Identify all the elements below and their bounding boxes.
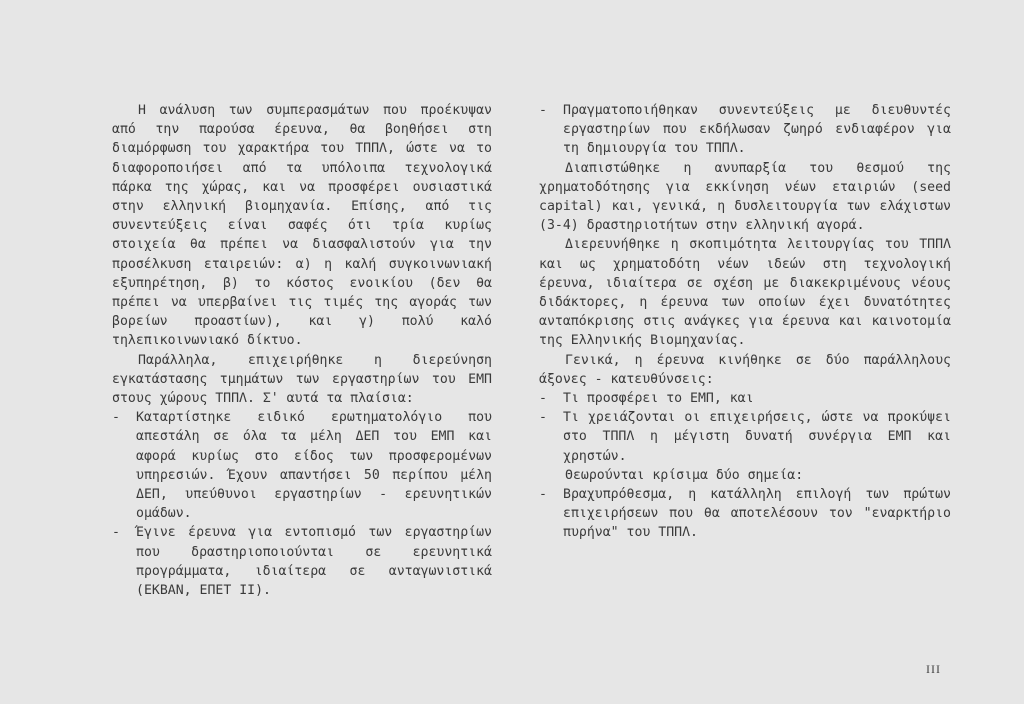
list-item-text: Τι προσφέρει το ΕΜΠ, και bbox=[563, 391, 754, 407]
list-item-business-needs bbox=[539, 408, 951, 466]
list-item-research bbox=[112, 523, 492, 600]
list-item-text: Τι χρειάζονται οι επιχειρήσεις, ώστε να προκύψει στο ΤΠΠΛ η μέγιστη δυνατή συνέργια ΕΜΠ και χρηστών. bbox=[563, 410, 951, 464]
dash-marker: - bbox=[539, 391, 547, 407]
list-item-text: Βραχυπρόθεσμα, η κατάλληλη επιλογή των πρώτων επιχειρήσεων που θα αποτελέσουν τον "εναρκτήριο πυρήνα" του ΤΠΠΛ. bbox=[563, 487, 951, 541]
list-item-questionnaire bbox=[112, 408, 492, 523]
page-number: III bbox=[926, 662, 941, 676]
list-item-text: Έγινε έρευνα για εντοπισμό των εργαστηρίων που δραστηριοποιούνται σε ερευνητικά προγράμματα, ιδιαίτερα σε ανταγωνιστικά (ΕΚΒΑΝ, ΕΠΕΤ ΙΙ). bbox=[136, 525, 492, 599]
paragraph-conclusions: Η ανάλυση των συμπερασμάτων που προέκυψαν από την παρούσα έρευνα, θα βοηθήσει στη διαμόρφωση του χαρακτήρα του ΤΠΠΛ, ώστε να το διαφοροποιήσει από τα υπόλοιπα τεχνολογικά πάρκα της χώρας, και να προσφέρει ουσιαστικά στην ελληνική βιομηχανία. Επίσης, από τις συνεντεύξεις είναι σαφές ότι τρία κυρίως στοιχεία θα πρέπει να διασφαλιστούν για την προσέλκυση εταιρειών: α) η καλή συγκοινωνιακή εξυπηρέτηση, β) το κόστος ενοικίου (δεν θα πρέπει να υπερβαίνει τις τιμές της αγοράς των βορείων προαστίων), και γ) πολύ καλό τηλεπικοινωνιακό δίκτυο. bbox=[112, 103, 492, 349]
list-item-interviews bbox=[539, 101, 951, 159]
list-item-emp-offers bbox=[539, 389, 951, 408]
dash-marker: - bbox=[539, 410, 547, 426]
list-item-text: Καταρτίστηκε ειδικό ερωτηματολόγιο που απεστάλη σε όλα τα μέλη ΔΕΠ του ΕΜΠ και αφορά κυρίως στο είδος των προσφερομένων υπηρεσιών. Έχουν απαντήσει 50 περίπου μέλη ΔΕΠ, υπεύθυνοι εργαστηρίων - ερευνητικών ομάδων. bbox=[136, 410, 492, 522]
paragraph-two-axes: Γενικά, η έρευνα κινήθηκε σε δύο παράλληλους άξονες - κατευθύνσεις: bbox=[539, 352, 951, 387]
paragraph-seed-capital: Διαπιστώθηκε η ανυπαρξία του θεσμού της χρηματοδότησης για εκκίνηση νέων εταιριών (seed capital) και, γενικά, η δυσλειτουργία των ελάχιστων (3-4) δραστηριοτήτων στην ελληνική αγορά. bbox=[539, 160, 951, 234]
paragraph-critical-points: Θεωρούνται κρίσιμα δύο σημεία: bbox=[565, 467, 804, 483]
list-item-short-term bbox=[539, 485, 951, 543]
dash-marker: - bbox=[539, 487, 547, 503]
list-item-text: Πραγματοποιήθηκαν συνεντεύξεις με διευθυντές εργαστηρίων που εκδήλωσαν ζωηρό ενδιαφέρον για τη δημιουργία του ΤΠΠΛ. bbox=[563, 103, 951, 157]
paragraph-feasibility: Διερευνήθηκε η σκοπιμότητα λειτουργίας του ΤΠΠΛ και ως χρηματοδότη νέων ιδεών στη τεχνολογική έρευνα, ιδιαίτερα σε σχέση με διακεκριμένους νέους διδάκτορες, η έρευνα των οποίων έχει δυνατότητες ανταπόκρισης στις ανάγκες για έρευνα και καινοτομία της Ελληνικής Βιομηχανίας. bbox=[539, 237, 951, 349]
dash-marker: - bbox=[539, 103, 547, 118]
paragraph-labs-investigation: Παράλληλα, επιχειρήθηκε η διερεύνηση εγκατάστασης τμημάτων των εργαστηρίων του ΕΜΠ στους χώρους ΤΠΠΛ. Σ' αυτά τα πλαίσια: bbox=[112, 352, 492, 407]
dash-marker: - bbox=[112, 410, 120, 426]
dash-marker: - bbox=[112, 525, 120, 541]
left-column bbox=[112, 101, 492, 600]
right-column bbox=[539, 101, 951, 543]
